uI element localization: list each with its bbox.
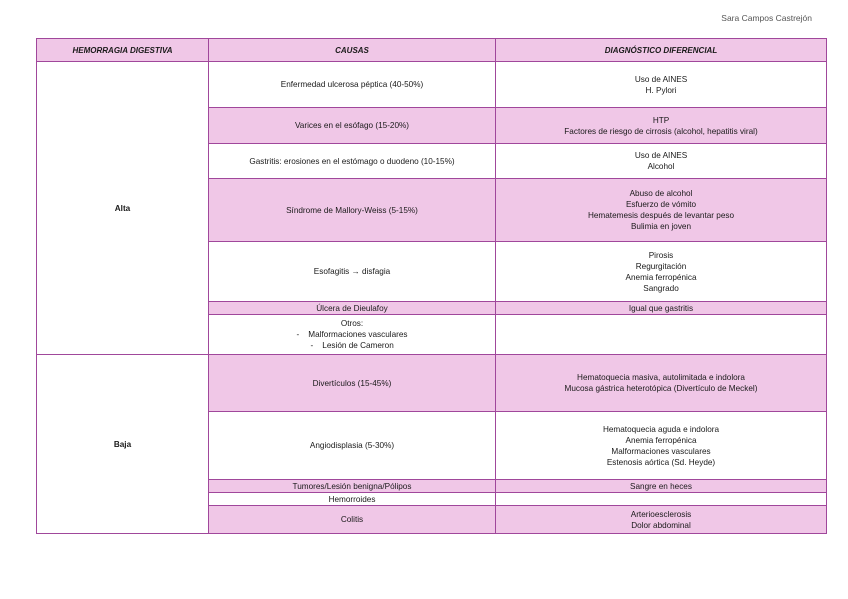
dx-line: Regurgitación [635,261,687,271]
cause-cell: Colitis [209,506,496,534]
dx-line: Hematemesis después de levantar peso [587,211,735,220]
dx-cell [496,108,827,144]
dx-cell [496,62,827,108]
hemorragia-table [36,38,827,534]
dx-line: Hematoquecia aguda e indolora [602,424,720,434]
dx-line: Estenosis aórtica (Sd. Heyde) [606,457,716,467]
table-row [37,355,827,412]
cause-cell: Esofagitis → disfagia [209,242,496,302]
dx-line: Bulimia en joven [630,222,692,231]
dx-line: Alcohol [647,162,675,171]
otros-item: - Malformaciones vasculares [296,330,408,339]
dx-line: Factores de riesgo de cirrosis (alcohol, hepatitis viral) [564,126,758,136]
dx-line: Pirosis [648,250,674,260]
cause-cell: Úlcera de Dieulafoy [209,302,496,315]
otros-title: Otros: [340,319,364,328]
otros-list [296,329,407,351]
cause-cell: Enfermedad ulcerosa péptica (40-50%) [209,62,496,108]
table-row [37,62,827,108]
dx-cell [496,144,827,179]
dx-cell [496,355,827,412]
cause-cell: Hemorroides [209,493,496,506]
header-row [37,39,827,62]
header-diagnostico: DIAGNÓSTICO DIFERENCIAL [496,39,827,62]
dx-line: Abuso de alcohol [629,189,693,198]
dx-line: Uso de AINES [634,74,688,84]
dx-line: Uso de AINES [634,151,688,160]
cause-cell: Síndrome de Mallory-Weiss (5-15%) [209,179,496,242]
otros-cell [209,315,496,355]
dx-line: Dolor abdominal [631,520,691,530]
dx-cell [496,242,827,302]
dx-cell: Sangre en heces [496,480,827,493]
cause-cell: Angiodisplasia (5-30%) [209,412,496,480]
dx-line: Esfuerzo de vómito [625,200,697,209]
category-baja: Baja [37,355,209,534]
dx-line: Anemia ferropénica [625,435,697,445]
dx-cell [496,412,827,480]
dx-line: Arterioesclerosis [630,509,692,519]
dx-cell-empty [496,493,827,506]
header-hemorragia: HEMORRAGIA DIGESTIVA [37,39,209,62]
dx-cell [496,179,827,242]
dx-cell-empty [496,315,827,355]
cause-cell: Divertículos (15-45%) [209,355,496,412]
dx-line: Anemia ferropénica [625,272,697,282]
dx-cell: Igual que gastritis [496,302,827,315]
dx-line: Sangrado [643,283,679,293]
dx-line: Mucosa gástrica heterotópica (Divertículo de Meckel) [564,384,758,393]
otros-item: - Lesión de Cameron [310,341,394,350]
dx-line: Malformaciones vasculares [611,446,711,456]
dx-cell [496,506,827,534]
category-alta: Alta [37,62,209,355]
author-name: Sara Campos Castrejón [721,13,812,23]
cause-cell: Tumores/Lesión benigna/Pólipos [209,480,496,493]
dx-line: Hematoquecia masiva, autolimitada e indolora [577,373,745,382]
cause-cell: Gastritis: erosiones en el estómago o duodeno (10-15%) [209,144,496,179]
header-causas: CAUSAS [209,39,496,62]
dx-line: HTP [652,115,670,125]
cause-cell: Varices en el esófago (15-20%) [209,108,496,144]
dx-line: H. Pylori [645,85,677,95]
